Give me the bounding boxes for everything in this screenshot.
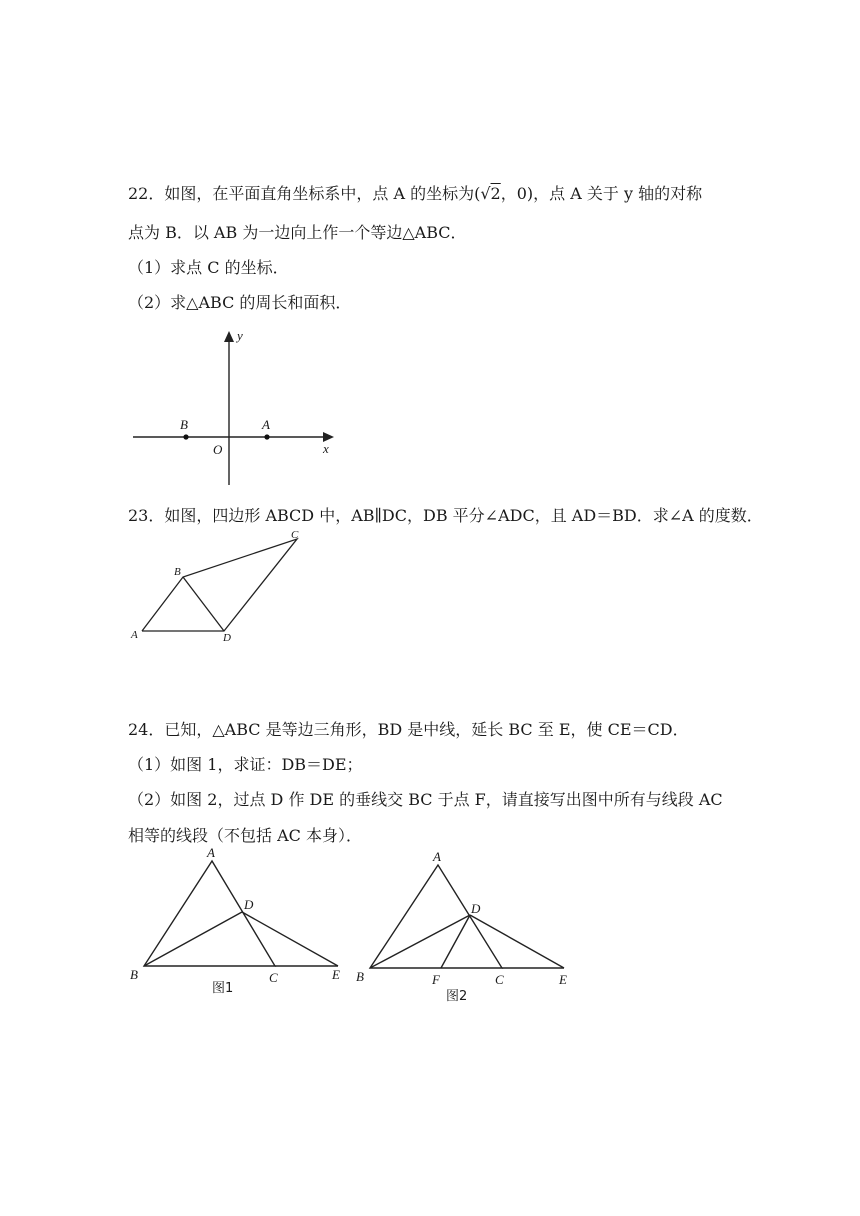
- label-x: x: [323, 441, 329, 456]
- label-c: C: [269, 970, 278, 985]
- label-b: B: [130, 967, 138, 982]
- q24-part1: （1）如图 1，求证：DB＝DE；: [128, 755, 363, 774]
- figure-2-caption: 图2: [446, 989, 468, 1004]
- segment-bd: [144, 912, 242, 966]
- q22-part1: （1）求点 C 的坐标．: [128, 258, 289, 277]
- q23-text: 23．如图，四边形 ABCD 中，AB∥DC，DB 平分∠ADC，且 AD＝BD．求∠A 的度数．: [128, 506, 763, 525]
- q22-coordinate: (√2，0): [474, 184, 534, 203]
- q24-line1: 24．已知，△ABC 是等边三角形，BD 是中线，延长 BC 至 E，使 CE＝CD．: [128, 720, 689, 739]
- q22-line2: 点为 B．以 AB 为一边向上作一个等边△ABC．: [128, 223, 467, 242]
- triangle-abc: [370, 865, 502, 968]
- label-a: A: [433, 849, 441, 864]
- label-d: D: [471, 901, 481, 916]
- label-b: B: [174, 566, 181, 578]
- diagonal-bd: [183, 577, 224, 631]
- label-a: A: [207, 845, 215, 860]
- label-a: A: [262, 417, 270, 432]
- label-y: y: [237, 328, 243, 343]
- label-a: A: [131, 629, 138, 641]
- figure-1-caption: 图1: [212, 981, 234, 995]
- segment-de: [242, 912, 338, 966]
- label-b: B: [356, 969, 364, 984]
- q22-part2: （2）求△ABC 的周长和面积．: [128, 293, 352, 312]
- q22-coord-radicand: 2: [490, 184, 501, 203]
- triangle-abc: [144, 861, 275, 966]
- label-d: D: [223, 632, 231, 644]
- q22-line1-a: 22．如图，在平面直角坐标系中，点 A 的坐标为: [128, 184, 475, 203]
- q24-figure-1: [125, 845, 355, 995]
- point-a: [264, 434, 269, 439]
- label-b: B: [180, 417, 188, 432]
- label-f: F: [432, 972, 440, 987]
- y-axis-arrow: [224, 331, 234, 342]
- q22-line1-b: ，点 A 关于 y 轴的对称: [533, 184, 703, 203]
- label-e: E: [332, 967, 340, 982]
- label-e: E: [559, 972, 567, 987]
- q23-quadrilateral-figure: [125, 525, 315, 645]
- q24-part2: （2）如图 2，过点 D 作 DE 的垂线交 BC 于点 F，请直接写出图中所有与线段 AC: [128, 790, 723, 809]
- label-c: C: [495, 972, 504, 987]
- quadrilateral-outline: [142, 539, 297, 631]
- q22-coordinate-figure: [125, 325, 345, 490]
- q24-part2-cont: 相等的线段（不包括 AC 本身）．: [128, 826, 362, 845]
- q24-figure-2: [352, 845, 582, 1005]
- q22-coord-sep: ，0): [500, 184, 534, 203]
- label-d: D: [244, 897, 254, 912]
- point-b: [183, 434, 188, 439]
- q22-coord-open: (: [474, 184, 481, 203]
- segment-de: [470, 915, 564, 968]
- label-c: C: [291, 529, 299, 541]
- label-o: O: [213, 442, 223, 457]
- q22-line1: [128, 183, 702, 205]
